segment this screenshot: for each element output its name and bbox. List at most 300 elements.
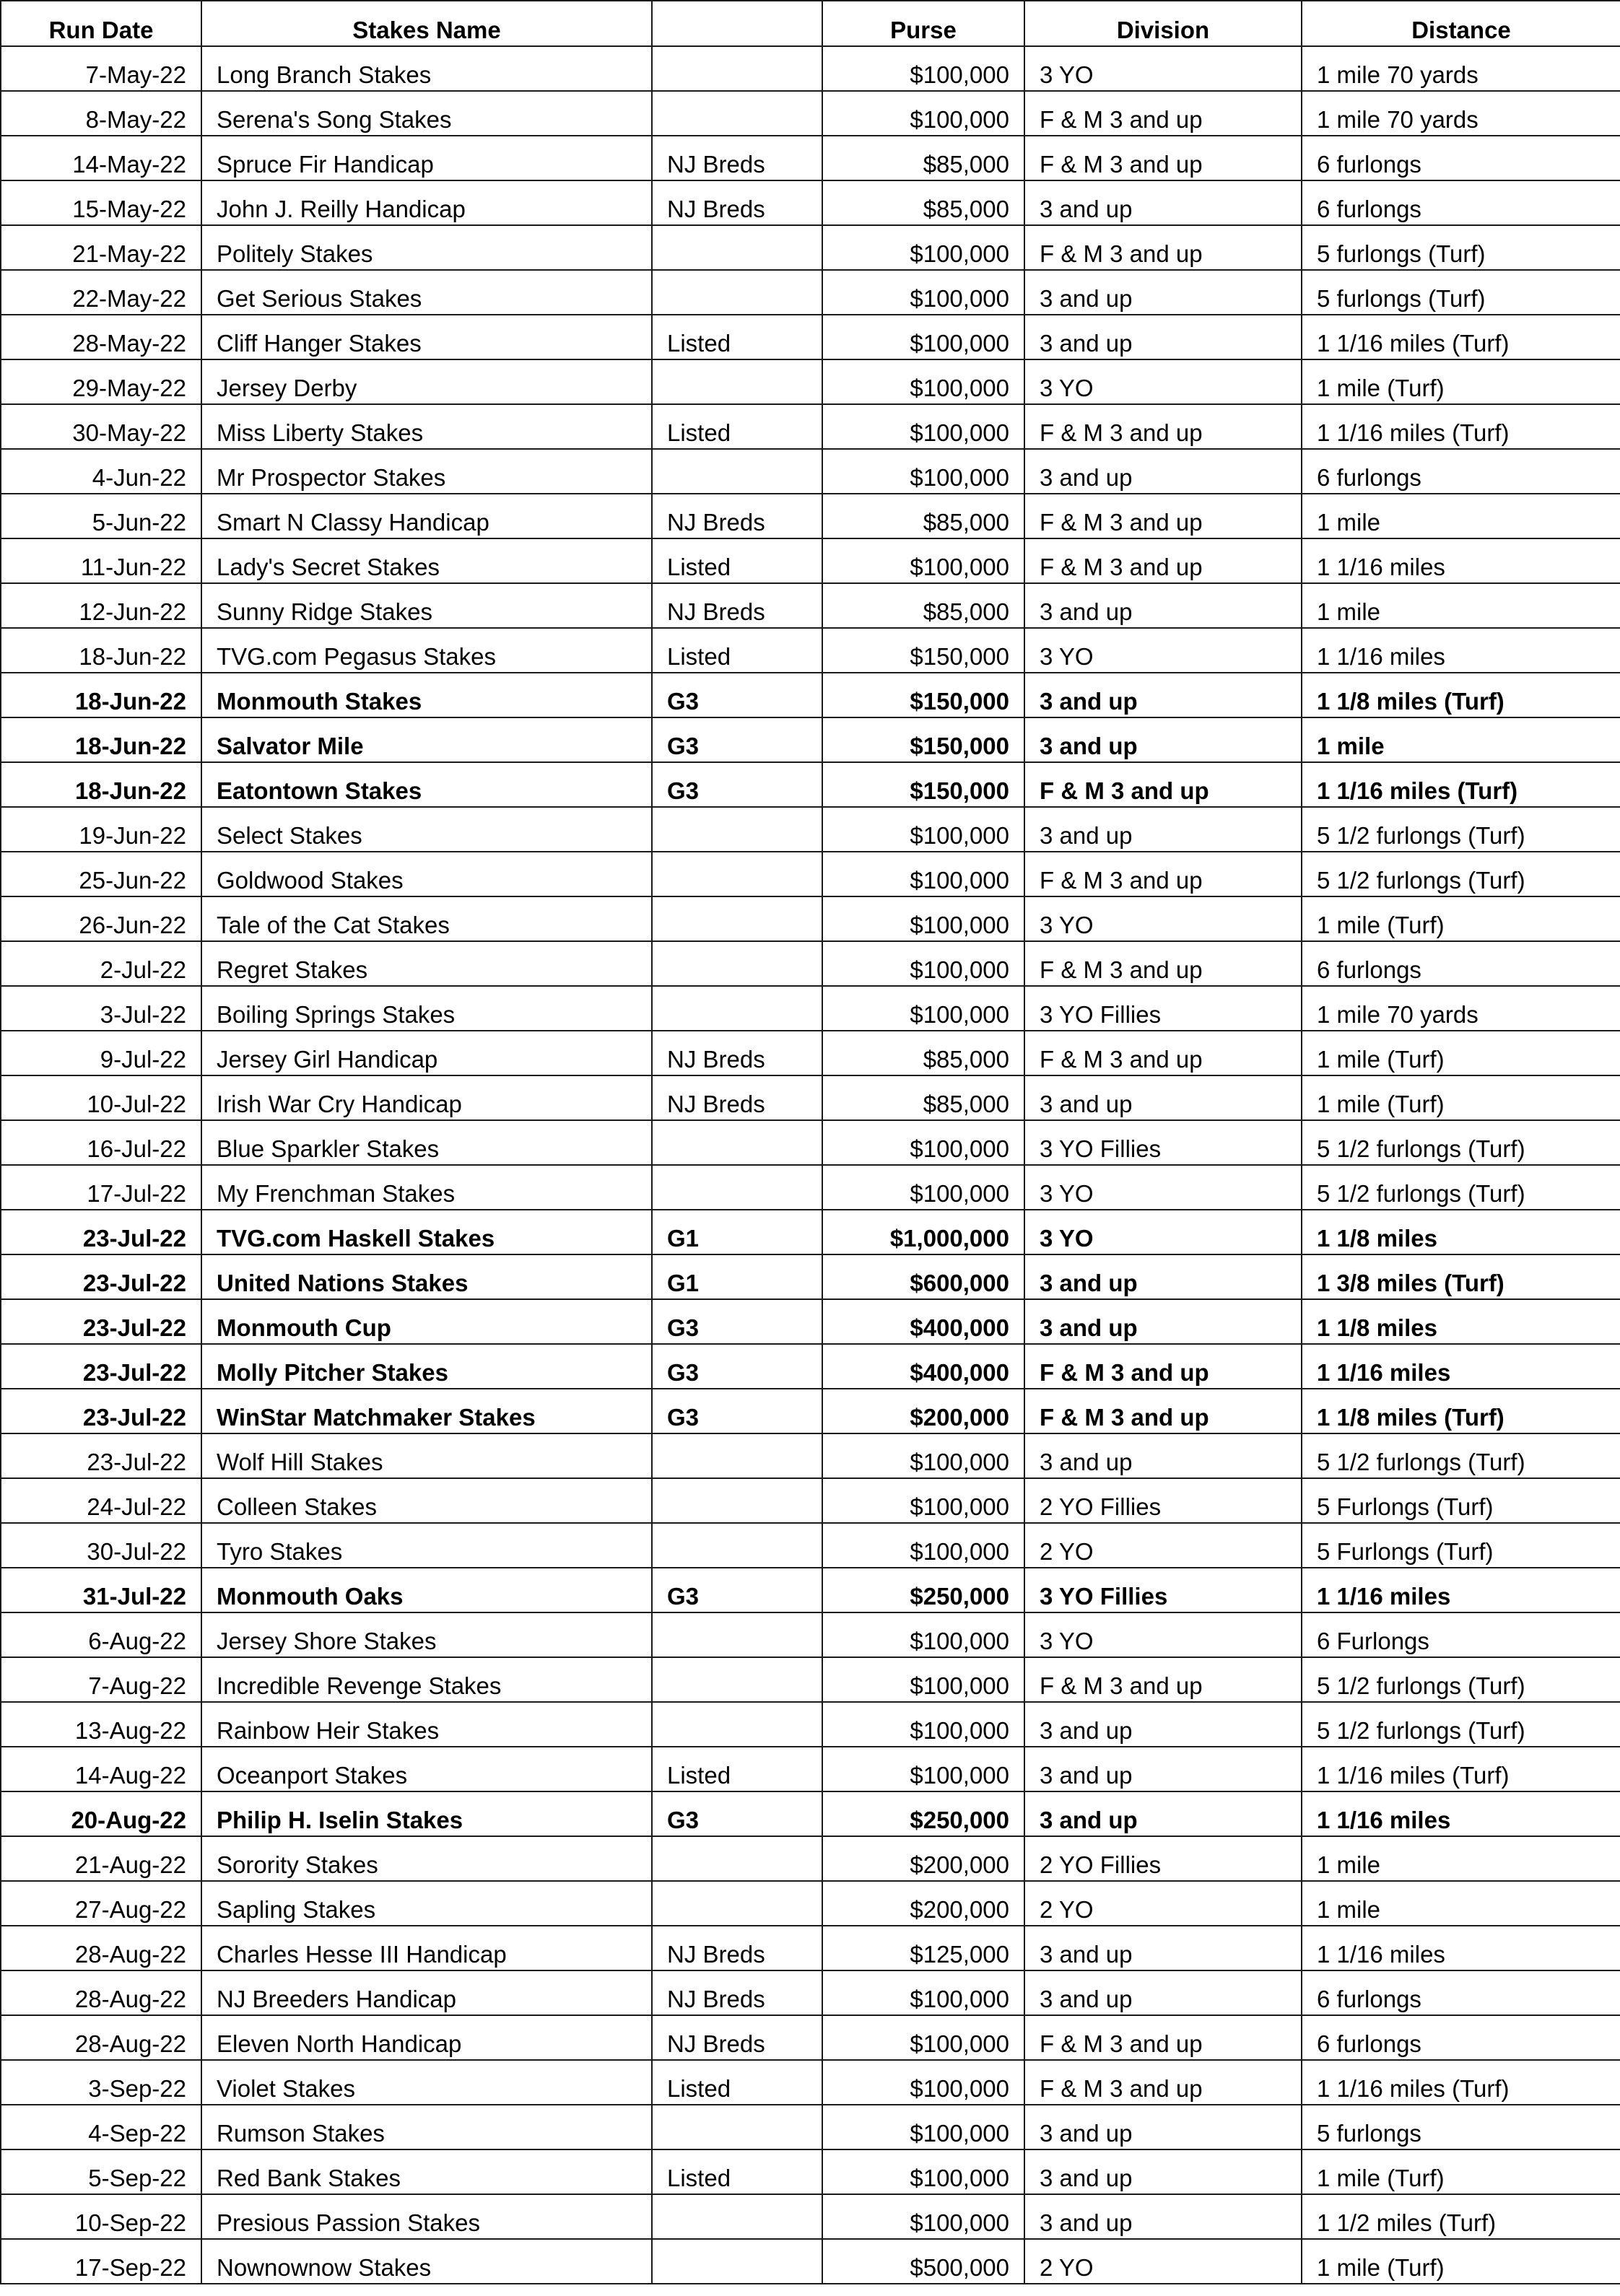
stakes-name-cell: My Frenchman Stakes	[201, 1165, 652, 1210]
division-cell: 3 and up	[1024, 673, 1302, 717]
table-row	[1, 2239, 1620, 2284]
division-cell: 3 and up	[1024, 1747, 1302, 1791]
grade-cell: G1	[652, 1210, 822, 1254]
distance-cell: 5 Furlongs (Turf)	[1302, 1523, 1620, 1568]
distance-cell: 1 mile	[1302, 494, 1620, 538]
division-cell: 3 YO	[1024, 1165, 1302, 1210]
grade-cell: G3	[652, 1791, 822, 1836]
stakes-name-cell: John J. Reilly Handicap	[201, 180, 652, 225]
grade-cell	[652, 1702, 822, 1747]
table-row	[1, 180, 1620, 225]
distance-cell: 5 1/2 furlongs (Turf)	[1302, 1702, 1620, 1747]
purse-cell: $100,000	[822, 225, 1024, 270]
stakes-name-cell: Tale of the Cat Stakes	[201, 896, 652, 941]
division-cell: 3 YO Fillies	[1024, 986, 1302, 1031]
grade-cell	[652, 1120, 822, 1165]
stakes-name-cell: Get Serious Stakes	[201, 270, 652, 315]
division-cell: 3 YO Fillies	[1024, 1568, 1302, 1612]
stakes-name-cell: Politely Stakes	[201, 225, 652, 270]
stakes-name-cell: Incredible Revenge Stakes	[201, 1657, 652, 1702]
stakes-name-cell: TVG.com Haskell Stakes	[201, 1210, 652, 1254]
grade-cell: NJ Breds	[652, 1926, 822, 1970]
table-row	[1, 1657, 1620, 1702]
grade-cell: NJ Breds	[652, 136, 822, 180]
distance-cell: 5 1/2 furlongs (Turf)	[1302, 1657, 1620, 1702]
distance-cell: 1 1/8 miles	[1302, 1210, 1620, 1254]
division-cell: 3 and up	[1024, 2105, 1302, 2149]
table-row	[1, 2149, 1620, 2194]
division-cell: F & M 3 and up	[1024, 494, 1302, 538]
purse-cell: $100,000	[822, 2105, 1024, 2149]
stakes-name-cell: Wolf Hill Stakes	[201, 1433, 652, 1478]
distance-cell: 6 furlongs	[1302, 1970, 1620, 2015]
run-date-cell: 28-May-22	[1, 315, 201, 359]
distance-cell: 5 1/2 furlongs (Turf)	[1302, 807, 1620, 852]
stakes-name-cell: Red Bank Stakes	[201, 2149, 652, 2194]
stakes-name-cell: Spruce Fir Handicap	[201, 136, 652, 180]
stakes-name-cell: Molly Pitcher Stakes	[201, 1344, 652, 1389]
division-cell: 3 and up	[1024, 583, 1302, 628]
table-row	[1, 494, 1620, 538]
stakes-name-cell: Goldwood Stakes	[201, 852, 652, 896]
header-grade	[652, 1, 822, 46]
purse-cell: $85,000	[822, 1075, 1024, 1120]
distance-cell: 1 1/16 miles	[1302, 538, 1620, 583]
division-cell: 3 and up	[1024, 2194, 1302, 2239]
run-date-cell: 28-Aug-22	[1, 2015, 201, 2060]
purse-cell: $100,000	[822, 1657, 1024, 1702]
purse-cell: $125,000	[822, 1926, 1024, 1970]
table-row	[1, 404, 1620, 449]
distance-cell: 1 mile	[1302, 717, 1620, 762]
distance-cell: 1 1/8 miles (Turf)	[1302, 1389, 1620, 1433]
table-row	[1, 1075, 1620, 1120]
grade-cell	[652, 1523, 822, 1568]
grade-cell: NJ Breds	[652, 1031, 822, 1075]
run-date-cell: 17-Jul-22	[1, 1165, 201, 1210]
division-cell: 3 YO	[1024, 359, 1302, 404]
distance-cell: 6 Furlongs	[1302, 1612, 1620, 1657]
stakes-name-cell: Long Branch Stakes	[201, 46, 652, 91]
stakes-name-cell: Rumson Stakes	[201, 2105, 652, 2149]
distance-cell: 1 mile (Turf)	[1302, 2149, 1620, 2194]
run-date-cell: 3-Jul-22	[1, 986, 201, 1031]
table-row	[1, 1836, 1620, 1881]
table-row	[1, 1612, 1620, 1657]
distance-cell: 6 furlongs	[1302, 449, 1620, 494]
distance-cell: 5 1/2 furlongs (Turf)	[1302, 1433, 1620, 1478]
run-date-cell: 25-Jun-22	[1, 852, 201, 896]
run-date-cell: 24-Jul-22	[1, 1478, 201, 1523]
grade-cell: NJ Breds	[652, 1970, 822, 2015]
table-row	[1, 2015, 1620, 2060]
division-cell: 3 and up	[1024, 449, 1302, 494]
stakes-name-cell: Colleen Stakes	[201, 1478, 652, 1523]
purse-cell: $200,000	[822, 1389, 1024, 1433]
purse-cell: $85,000	[822, 180, 1024, 225]
distance-cell: 1 1/2 miles (Turf)	[1302, 2194, 1620, 2239]
purse-cell: $100,000	[822, 315, 1024, 359]
distance-cell: 1 1/16 miles	[1302, 1926, 1620, 1970]
stakes-name-cell: Oceanport Stakes	[201, 1747, 652, 1791]
table-row	[1, 852, 1620, 896]
division-cell: 3 and up	[1024, 1970, 1302, 2015]
table-row	[1, 1791, 1620, 1836]
purse-cell: $1,000,000	[822, 1210, 1024, 1254]
purse-cell: $85,000	[822, 494, 1024, 538]
division-cell: 2 YO	[1024, 2239, 1302, 2284]
table-row	[1, 538, 1620, 583]
table-row	[1, 673, 1620, 717]
grade-cell	[652, 1478, 822, 1523]
purse-cell: $100,000	[822, 807, 1024, 852]
division-cell: 3 and up	[1024, 807, 1302, 852]
grade-cell: Listed	[652, 538, 822, 583]
stakes-name-cell: Sapling Stakes	[201, 1881, 652, 1926]
purse-cell: $100,000	[822, 896, 1024, 941]
stakes-name-cell: Rainbow Heir Stakes	[201, 1702, 652, 1747]
distance-cell: 6 furlongs	[1302, 136, 1620, 180]
run-date-cell: 31-Jul-22	[1, 1568, 201, 1612]
distance-cell: 1 1/8 miles	[1302, 1299, 1620, 1344]
run-date-cell: 14-May-22	[1, 136, 201, 180]
table-row	[1, 1210, 1620, 1254]
distance-cell: 1 1/16 miles (Turf)	[1302, 315, 1620, 359]
grade-cell	[652, 46, 822, 91]
run-date-cell: 30-Jul-22	[1, 1523, 201, 1568]
division-cell: 3 YO	[1024, 896, 1302, 941]
division-cell: F & M 3 and up	[1024, 91, 1302, 136]
stakes-name-cell: Mr Prospector Stakes	[201, 449, 652, 494]
stakes-name-cell: NJ Breeders Handicap	[201, 1970, 652, 2015]
grade-cell: NJ Breds	[652, 2015, 822, 2060]
table-row	[1, 717, 1620, 762]
distance-cell: 1 1/16 miles	[1302, 1791, 1620, 1836]
run-date-cell: 28-Aug-22	[1, 1926, 201, 1970]
division-cell: F & M 3 and up	[1024, 225, 1302, 270]
run-date-cell: 30-May-22	[1, 404, 201, 449]
stakes-name-cell: Tyro Stakes	[201, 1523, 652, 1568]
grade-cell: G3	[652, 673, 822, 717]
grade-cell: G3	[652, 1568, 822, 1612]
division-cell: 3 YO	[1024, 628, 1302, 673]
table-row	[1, 1344, 1620, 1389]
run-date-cell: 23-Jul-22	[1, 1254, 201, 1299]
table-row	[1, 1299, 1620, 1344]
grade-cell	[652, 2105, 822, 2149]
header-row	[1, 1, 1620, 46]
division-cell: 2 YO	[1024, 1881, 1302, 1926]
grade-cell: G3	[652, 1389, 822, 1433]
distance-cell: 1 1/16 miles (Turf)	[1302, 1747, 1620, 1791]
run-date-cell: 4-Sep-22	[1, 2105, 201, 2149]
distance-cell: 1 1/8 miles (Turf)	[1302, 673, 1620, 717]
grade-cell	[652, 2239, 822, 2284]
purse-cell: $200,000	[822, 1881, 1024, 1926]
purse-cell: $85,000	[822, 1031, 1024, 1075]
run-date-cell: 23-Jul-22	[1, 1344, 201, 1389]
purse-cell: $85,000	[822, 136, 1024, 180]
purse-cell: $100,000	[822, 941, 1024, 986]
purse-cell: $100,000	[822, 852, 1024, 896]
division-cell: F & M 3 and up	[1024, 404, 1302, 449]
table-row	[1, 315, 1620, 359]
stakes-name-cell: Philip H. Iselin Stakes	[201, 1791, 652, 1836]
division-cell: 2 YO Fillies	[1024, 1478, 1302, 1523]
grade-cell: Listed	[652, 315, 822, 359]
purse-cell: $400,000	[822, 1344, 1024, 1389]
distance-cell: 5 1/2 furlongs (Turf)	[1302, 852, 1620, 896]
run-date-cell: 27-Aug-22	[1, 1881, 201, 1926]
stakes-name-cell: Salvator Mile	[201, 717, 652, 762]
grade-cell: G3	[652, 1299, 822, 1344]
division-cell: 3 and up	[1024, 270, 1302, 315]
division-cell: 3 and up	[1024, 1791, 1302, 1836]
grade-cell	[652, 807, 822, 852]
purse-cell: $150,000	[822, 673, 1024, 717]
purse-cell: $100,000	[822, 1165, 1024, 1210]
stakes-name-cell: Smart N Classy Handicap	[201, 494, 652, 538]
distance-cell: 1 mile (Turf)	[1302, 1075, 1620, 1120]
purse-cell: $100,000	[822, 359, 1024, 404]
grade-cell	[652, 941, 822, 986]
grade-cell	[652, 1836, 822, 1881]
run-date-cell: 5-Sep-22	[1, 2149, 201, 2194]
division-cell: 3 and up	[1024, 1702, 1302, 1747]
run-date-cell: 18-Jun-22	[1, 717, 201, 762]
run-date-cell: 14-Aug-22	[1, 1747, 201, 1791]
stakes-name-cell: Miss Liberty Stakes	[201, 404, 652, 449]
header-distance: Distance	[1302, 1, 1620, 46]
grade-cell: NJ Breds	[652, 1075, 822, 1120]
table-row	[1, 1165, 1620, 1210]
purse-cell: $200,000	[822, 1836, 1024, 1881]
purse-cell: $100,000	[822, 1120, 1024, 1165]
purse-cell: $100,000	[822, 2149, 1024, 2194]
table-row	[1, 359, 1620, 404]
run-date-cell: 19-Jun-22	[1, 807, 201, 852]
stakes-name-cell: Boiling Springs Stakes	[201, 986, 652, 1031]
division-cell: F & M 3 and up	[1024, 2015, 1302, 2060]
table-row	[1, 1747, 1620, 1791]
run-date-cell: 17-Sep-22	[1, 2239, 201, 2284]
run-date-cell: 22-May-22	[1, 270, 201, 315]
purse-cell: $250,000	[822, 1791, 1024, 1836]
grade-cell: Listed	[652, 404, 822, 449]
table-row	[1, 91, 1620, 136]
purse-cell: $100,000	[822, 1478, 1024, 1523]
division-cell: 3 and up	[1024, 1299, 1302, 1344]
distance-cell: 6 furlongs	[1302, 941, 1620, 986]
table-row	[1, 136, 1620, 180]
stakes-name-cell: Cliff Hanger Stakes	[201, 315, 652, 359]
stakes-name-cell: Violet Stakes	[201, 2060, 652, 2105]
stakes-name-cell: Serena's Song Stakes	[201, 91, 652, 136]
run-date-cell: 20-Aug-22	[1, 1791, 201, 1836]
grade-cell	[652, 359, 822, 404]
division-cell: 3 YO Fillies	[1024, 1120, 1302, 1165]
distance-cell: 5 1/2 furlongs (Turf)	[1302, 1120, 1620, 1165]
grade-cell: G3	[652, 762, 822, 807]
header-division: Division	[1024, 1, 1302, 46]
run-date-cell: 21-Aug-22	[1, 1836, 201, 1881]
table-row	[1, 941, 1620, 986]
distance-cell: 1 mile (Turf)	[1302, 896, 1620, 941]
distance-cell: 6 furlongs	[1302, 180, 1620, 225]
distance-cell: 1 1/16 miles	[1302, 1568, 1620, 1612]
distance-cell: 1 1/16 miles (Turf)	[1302, 404, 1620, 449]
division-cell: 3 and up	[1024, 1926, 1302, 1970]
run-date-cell: 9-Jul-22	[1, 1031, 201, 1075]
distance-cell: 1 1/16 miles (Turf)	[1302, 2060, 1620, 2105]
table-row	[1, 46, 1620, 91]
distance-cell: 1 mile (Turf)	[1302, 1031, 1620, 1075]
run-date-cell: 29-May-22	[1, 359, 201, 404]
grade-cell: Listed	[652, 1747, 822, 1791]
grade-cell	[652, 896, 822, 941]
table-row	[1, 1970, 1620, 2015]
stakes-name-cell: Sunny Ridge Stakes	[201, 583, 652, 628]
table-row	[1, 1926, 1620, 1970]
division-cell: F & M 3 and up	[1024, 1031, 1302, 1075]
grade-cell	[652, 91, 822, 136]
division-cell: 2 YO	[1024, 1523, 1302, 1568]
run-date-cell: 8-May-22	[1, 91, 201, 136]
grade-cell: NJ Breds	[652, 583, 822, 628]
distance-cell: 1 1/16 miles	[1302, 1344, 1620, 1389]
division-cell: 3 and up	[1024, 717, 1302, 762]
table-row	[1, 807, 1620, 852]
grade-cell: G1	[652, 1254, 822, 1299]
grade-cell: Listed	[652, 628, 822, 673]
table-row	[1, 1031, 1620, 1075]
purse-cell: $100,000	[822, 1970, 1024, 2015]
run-date-cell: 3-Sep-22	[1, 2060, 201, 2105]
purse-cell: $100,000	[822, 1433, 1024, 1478]
division-cell: F & M 3 and up	[1024, 1389, 1302, 1433]
purse-cell: $150,000	[822, 628, 1024, 673]
stakes-name-cell: Eleven North Handicap	[201, 2015, 652, 2060]
run-date-cell: 23-Jul-22	[1, 1389, 201, 1433]
run-date-cell: 18-Jun-22	[1, 628, 201, 673]
division-cell: 3 YO	[1024, 1210, 1302, 1254]
distance-cell: 1 mile	[1302, 1836, 1620, 1881]
grade-cell	[652, 852, 822, 896]
grade-cell	[652, 1881, 822, 1926]
run-date-cell: 23-Jul-22	[1, 1433, 201, 1478]
table-row	[1, 896, 1620, 941]
run-date-cell: 7-Aug-22	[1, 1657, 201, 1702]
distance-cell: 5 furlongs	[1302, 2105, 1620, 2149]
stakes-name-cell: Eatontown Stakes	[201, 762, 652, 807]
grade-cell	[652, 1657, 822, 1702]
run-date-cell: 26-Jun-22	[1, 896, 201, 941]
purse-cell: $150,000	[822, 717, 1024, 762]
distance-cell: 1 3/8 miles (Turf)	[1302, 1254, 1620, 1299]
purse-cell: $250,000	[822, 1568, 1024, 1612]
division-cell: F & M 3 and up	[1024, 852, 1302, 896]
table-row	[1, 986, 1620, 1031]
grade-cell: G3	[652, 717, 822, 762]
purse-cell: $150,000	[822, 762, 1024, 807]
header-stakes-name: Stakes Name	[201, 1, 652, 46]
run-date-cell: 21-May-22	[1, 225, 201, 270]
run-date-cell: 10-Sep-22	[1, 2194, 201, 2239]
grade-cell	[652, 2194, 822, 2239]
purse-cell: $500,000	[822, 2239, 1024, 2284]
run-date-cell: 6-Aug-22	[1, 1612, 201, 1657]
purse-cell: $100,000	[822, 538, 1024, 583]
grade-cell: NJ Breds	[652, 180, 822, 225]
distance-cell: 1 mile 70 yards	[1302, 986, 1620, 1031]
grade-cell	[652, 449, 822, 494]
distance-cell: 1 mile 70 yards	[1302, 91, 1620, 136]
division-cell: F & M 3 and up	[1024, 762, 1302, 807]
stakes-name-cell: Presious Passion Stakes	[201, 2194, 652, 2239]
purse-cell: $100,000	[822, 270, 1024, 315]
table-header	[1, 1, 1620, 46]
stakes-name-cell: Jersey Girl Handicap	[201, 1031, 652, 1075]
distance-cell: 1 1/16 miles	[1302, 628, 1620, 673]
header-purse: Purse	[822, 1, 1024, 46]
stakes-name-cell: Blue Sparkler Stakes	[201, 1120, 652, 1165]
grade-cell: NJ Breds	[652, 494, 822, 538]
grade-cell	[652, 1612, 822, 1657]
stakes-name-cell: Monmouth Stakes	[201, 673, 652, 717]
distance-cell: 1 mile	[1302, 583, 1620, 628]
purse-cell: $100,000	[822, 1702, 1024, 1747]
division-cell: 3 and up	[1024, 180, 1302, 225]
division-cell: F & M 3 and up	[1024, 136, 1302, 180]
stakes-name-cell: Charles Hesse III Handicap	[201, 1926, 652, 1970]
table-row	[1, 1433, 1620, 1478]
division-cell: 3 and up	[1024, 1254, 1302, 1299]
run-date-cell: 15-May-22	[1, 180, 201, 225]
distance-cell: 1 1/16 miles (Turf)	[1302, 762, 1620, 807]
run-date-cell: 28-Aug-22	[1, 1970, 201, 2015]
division-cell: 3 and up	[1024, 315, 1302, 359]
purse-cell: $400,000	[822, 1299, 1024, 1344]
purse-cell: $100,000	[822, 986, 1024, 1031]
stakes-name-cell: United Nations Stakes	[201, 1254, 652, 1299]
stakes-name-cell: Jersey Derby	[201, 359, 652, 404]
purse-cell: $100,000	[822, 2060, 1024, 2105]
table-row	[1, 270, 1620, 315]
table-row	[1, 2105, 1620, 2149]
stakes-name-cell: Irish War Cry Handicap	[201, 1075, 652, 1120]
stakes-name-cell: Select Stakes	[201, 807, 652, 852]
purse-cell: $600,000	[822, 1254, 1024, 1299]
table-row	[1, 583, 1620, 628]
division-cell: F & M 3 and up	[1024, 1344, 1302, 1389]
table-row	[1, 1523, 1620, 1568]
purse-cell: $100,000	[822, 91, 1024, 136]
run-date-cell: 4-Jun-22	[1, 449, 201, 494]
grade-cell	[652, 986, 822, 1031]
run-date-cell: 12-Jun-22	[1, 583, 201, 628]
division-cell: F & M 3 and up	[1024, 941, 1302, 986]
table-row	[1, 1881, 1620, 1926]
distance-cell: 6 furlongs	[1302, 2015, 1620, 2060]
purse-cell: $100,000	[822, 1747, 1024, 1791]
grade-cell: G3	[652, 1344, 822, 1389]
distance-cell: 1 mile (Turf)	[1302, 2239, 1620, 2284]
grade-cell: Listed	[652, 2060, 822, 2105]
run-date-cell: 13-Aug-22	[1, 1702, 201, 1747]
distance-cell: 5 1/2 furlongs (Turf)	[1302, 1165, 1620, 1210]
stakes-name-cell: Monmouth Cup	[201, 1299, 652, 1344]
run-date-cell: 10-Jul-22	[1, 1075, 201, 1120]
